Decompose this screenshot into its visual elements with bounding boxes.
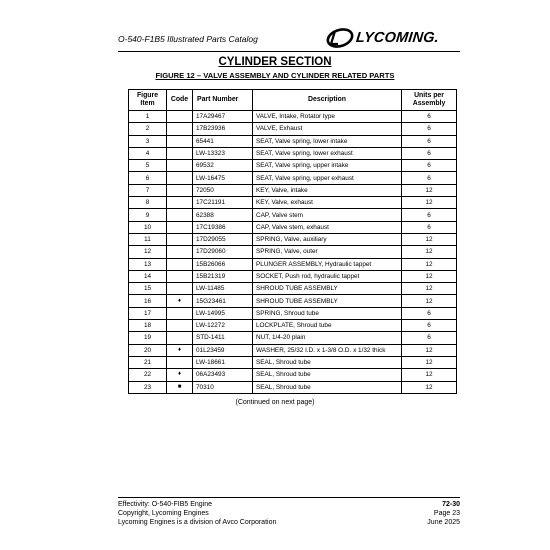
cell-units-per-assembly: 6	[402, 147, 457, 159]
cell-part-number: 17D29055	[193, 233, 253, 245]
cell-part-number: 15G23461	[193, 295, 253, 307]
table-row	[129, 233, 457, 245]
cell-figure-item: 19	[129, 332, 167, 344]
table-header-row	[129, 90, 457, 111]
cell-figure-item: 12	[129, 246, 167, 258]
cell-code	[167, 111, 193, 123]
cell-code	[167, 307, 193, 319]
cell-description: VALVE, Intake, Rotator type	[253, 111, 402, 123]
continued-note: (Continued on next page)	[235, 399, 315, 406]
footer-right	[360, 500, 460, 528]
catalog-title: O-540-F1B5 Illustrated Parts Catalog	[118, 34, 258, 44]
cell-code	[167, 233, 193, 245]
table-row	[129, 356, 457, 368]
column-header-part-number: Part Number	[193, 90, 253, 111]
cell-figure-item: 23	[129, 381, 167, 393]
cell-description: WASHER, 25/32 I.D. x 1-3/8 O.D. x 1/32 thick	[253, 344, 402, 356]
cell-description: LOCKPLATE, Shroud tube	[253, 320, 402, 332]
figure-title: FIGURE 12 – VALVE ASSEMBLY AND CYLINDER RELATED PARTS	[155, 71, 395, 80]
column-header-figure-item: Figure Item	[129, 90, 167, 111]
cell-code: ♦	[167, 344, 193, 356]
cell-description: SHROUD TUBE ASSEMBLY	[253, 283, 402, 295]
cell-figure-item: 21	[129, 356, 167, 368]
footer-division: Lycoming Engines is a division of Avco Corporation	[118, 519, 277, 527]
column-header-description: Description	[253, 90, 402, 111]
cell-units-per-assembly: 6	[402, 307, 457, 319]
cell-units-per-assembly: 12	[402, 246, 457, 258]
footer-date: June 2025	[427, 519, 460, 527]
footer-divider	[118, 497, 460, 498]
table-row	[129, 147, 457, 159]
logo-wordmark: LYCOMING.	[355, 30, 440, 46]
table-row	[129, 258, 457, 270]
cell-figure-item: 9	[129, 209, 167, 221]
cell-code	[167, 258, 193, 270]
cell-part-number: 62388	[193, 209, 253, 221]
cell-figure-item: 18	[129, 320, 167, 332]
cell-units-per-assembly: 6	[402, 160, 457, 172]
parts-table-body	[129, 111, 457, 394]
cell-part-number: LW-12272	[193, 320, 253, 332]
table-row	[129, 283, 457, 295]
footer-doc-number: 72-30	[442, 501, 460, 508]
column-header-code: Code	[167, 90, 193, 111]
cell-units-per-assembly: 12	[402, 197, 457, 209]
table-row	[129, 369, 457, 381]
cell-code: ♦	[167, 295, 193, 307]
cell-code	[167, 197, 193, 209]
cell-part-number: STD-1411	[193, 332, 253, 344]
cell-description: CAP, Valve stem	[253, 209, 402, 221]
cell-units-per-assembly: 12	[402, 369, 457, 381]
cell-units-per-assembly: 6	[402, 111, 457, 123]
cell-part-number: LW-14995	[193, 307, 253, 319]
cell-figure-item: 11	[129, 233, 167, 245]
cell-description: SEAL, Shroud tube	[253, 369, 402, 381]
cell-code	[167, 320, 193, 332]
cell-part-number: 17D29060	[193, 246, 253, 258]
cell-units-per-assembly: 6	[402, 221, 457, 233]
table-row	[129, 172, 457, 184]
cell-description: SPRING, Shroud tube	[253, 307, 402, 319]
cell-figure-item: 14	[129, 270, 167, 282]
cell-figure-item: 5	[129, 160, 167, 172]
cell-description: SHROUD TUBE ASSEMBLY	[253, 295, 402, 307]
cell-description: SPRING, Valve, auxiliary	[253, 233, 402, 245]
cell-figure-item: 6	[129, 172, 167, 184]
footer-left	[118, 500, 276, 528]
cell-figure-item: 8	[129, 197, 167, 209]
cell-units-per-assembly: 12	[402, 381, 457, 393]
cell-part-number: 72050	[193, 184, 253, 196]
cell-description: KEY, Valve, intake	[253, 184, 402, 196]
cell-code	[167, 160, 193, 172]
footer-page-number: Page 23	[433, 510, 460, 518]
cell-part-number: 65441	[193, 135, 253, 147]
cell-code	[167, 209, 193, 221]
column-header-units-per-assembly: Units per Assembly	[402, 90, 457, 111]
table-row	[129, 184, 457, 196]
cell-part-number: 17C19386	[193, 221, 253, 233]
cell-figure-item: 13	[129, 258, 167, 270]
cell-units-per-assembly: 12	[402, 184, 457, 196]
cell-figure-item: 22	[129, 369, 167, 381]
cell-figure-item: 2	[129, 123, 167, 135]
cell-figure-item: 10	[129, 221, 167, 233]
cell-units-per-assembly: 12	[402, 270, 457, 282]
cell-part-number: 15B26066	[193, 258, 253, 270]
cell-units-per-assembly: 6	[402, 320, 457, 332]
cell-description: SEAL, Shroud tube	[253, 381, 402, 393]
cell-part-number: 70310	[193, 381, 253, 393]
cell-description: KEY, Valve, exhaust	[253, 197, 402, 209]
cell-units-per-assembly: 6	[402, 123, 457, 135]
cell-code: ■	[167, 381, 193, 393]
table-row	[129, 307, 457, 319]
table-row	[129, 111, 457, 123]
cell-units-per-assembly: 6	[402, 209, 457, 221]
table-row	[129, 381, 457, 393]
cell-figure-item: 16	[129, 295, 167, 307]
cell-description: SEAT, Valve spring, upper exhaust	[253, 172, 402, 184]
cell-description: CAP, Valve stem, exhaust	[253, 221, 402, 233]
lycoming-logo	[326, 28, 439, 48]
cell-units-per-assembly: 12	[402, 356, 457, 368]
cell-part-number: 15B21319	[193, 270, 253, 282]
cell-description: SEAT, Valve spring, lower intake	[253, 135, 402, 147]
cell-description: VALVE, Exhaust	[253, 123, 402, 135]
cell-part-number: 06A23493	[193, 369, 253, 381]
table-row	[129, 320, 457, 332]
cell-part-number: 17C21191	[193, 197, 253, 209]
cell-code	[167, 147, 193, 159]
cell-part-number: 01L23459	[193, 344, 253, 356]
cell-code	[167, 356, 193, 368]
cell-part-number: LW-18661	[193, 356, 253, 368]
cell-units-per-assembly: 6	[402, 172, 457, 184]
cell-description: SEAL, Shroud tube	[253, 356, 402, 368]
cell-part-number: LW-16475	[193, 172, 253, 184]
table-row	[129, 209, 457, 221]
table-row	[129, 295, 457, 307]
parts-table	[128, 89, 457, 394]
cell-part-number: LW-13323	[193, 147, 253, 159]
cell-figure-item: 15	[129, 283, 167, 295]
table-row	[129, 246, 457, 258]
section-title: CYLINDER SECTION	[218, 56, 332, 68]
cell-part-number: 17B23936	[193, 123, 253, 135]
cell-code	[167, 332, 193, 344]
cell-units-per-assembly: 12	[402, 283, 457, 295]
cell-units-per-assembly: 12	[402, 344, 457, 356]
cell-part-number: LW-11485	[193, 283, 253, 295]
header-divider	[118, 51, 460, 52]
footer-copyright: Copyright, Lycoming Engines	[118, 510, 209, 518]
cell-figure-item: 3	[129, 135, 167, 147]
cell-code	[167, 283, 193, 295]
table-row	[129, 221, 457, 233]
cell-figure-item: 7	[129, 184, 167, 196]
cell-description: NUT, 1/4-20 plain	[253, 332, 402, 344]
cell-part-number: 69532	[193, 160, 253, 172]
cell-units-per-assembly: 6	[402, 135, 457, 147]
cell-description: SEAT, Valve spring, upper intake	[253, 160, 402, 172]
cell-figure-item: 4	[129, 147, 167, 159]
table-row	[129, 123, 457, 135]
table-row	[129, 160, 457, 172]
table-row	[129, 332, 457, 344]
table-row	[129, 197, 457, 209]
cell-description: PLUNGER ASSEMBLY, Hydraulic tappet	[253, 258, 402, 270]
table-row	[129, 270, 457, 282]
lycoming-logo-mark-icon	[326, 28, 354, 48]
cell-part-number: 17A29467	[193, 111, 253, 123]
cell-code: ♦	[167, 369, 193, 381]
cell-units-per-assembly: 6	[402, 332, 457, 344]
cell-figure-item: 1	[129, 111, 167, 123]
cell-description: SEAT, Valve spring, lower exhaust	[253, 147, 402, 159]
footer-effectivity: Effectivity: O-540-FIB5 Engine	[118, 501, 213, 508]
cell-description: SPRING, Valve, outer	[253, 246, 402, 258]
cell-units-per-assembly: 12	[402, 295, 457, 307]
cell-figure-item: 17	[129, 307, 167, 319]
cell-code	[167, 270, 193, 282]
cell-code	[167, 123, 193, 135]
cell-code	[167, 172, 193, 184]
cell-description: SOCKET, Push rod, hydraulic tappet	[253, 270, 402, 282]
cell-units-per-assembly: 12	[402, 258, 457, 270]
cell-code	[167, 246, 193, 258]
cell-figure-item: 20	[129, 344, 167, 356]
cell-units-per-assembly: 12	[402, 233, 457, 245]
cell-code	[167, 221, 193, 233]
table-row	[129, 135, 457, 147]
table-row	[129, 344, 457, 356]
cell-code	[167, 184, 193, 196]
cell-code	[167, 135, 193, 147]
